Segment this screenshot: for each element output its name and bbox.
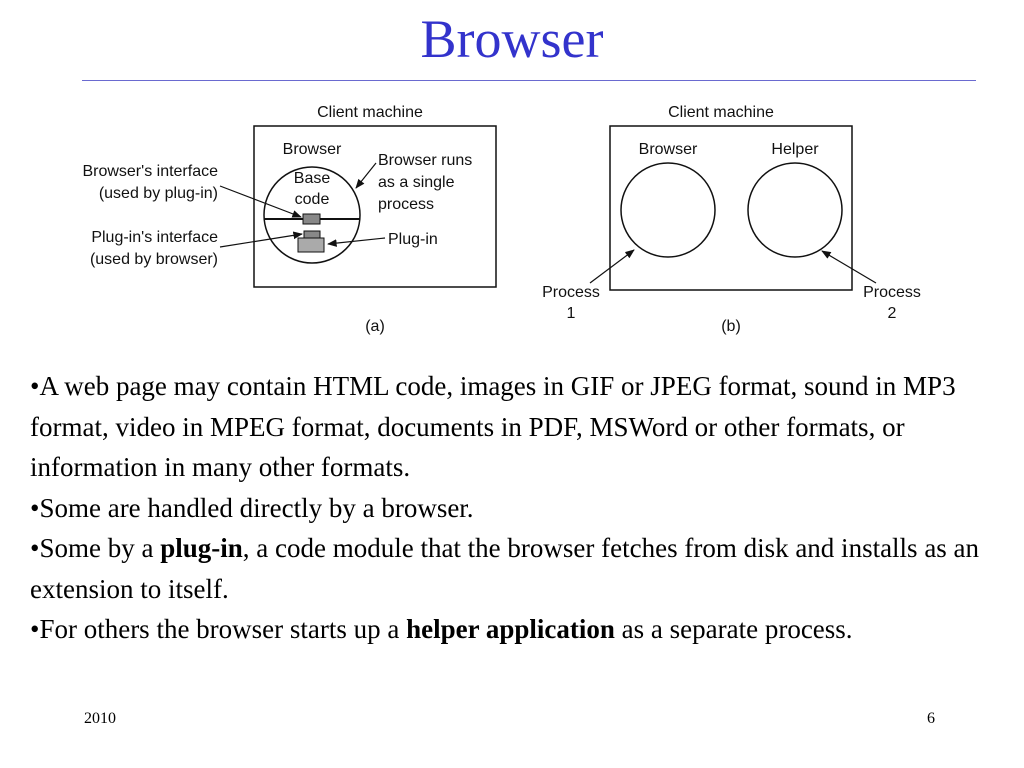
process2-label-line2: 2 <box>887 305 897 322</box>
bullet-3-text-a: •Some by a <box>30 533 161 563</box>
plugin-interface-arrow <box>220 234 302 247</box>
helper-process-circle-b <box>748 163 842 257</box>
plugin-label-a: Plug-in <box>388 231 438 248</box>
runs-arrow <box>356 163 376 188</box>
browser-interface-arrow <box>220 186 301 217</box>
plugin-block <box>298 238 324 252</box>
process1-label-line1: Process <box>542 284 600 301</box>
browser-interface-label-line1: Browser's interface <box>82 163 218 180</box>
panel-b <box>542 104 921 335</box>
plugin-interface-label-line1: Plug-in's interface <box>91 229 218 246</box>
browser-plugin-helper-diagram <box>0 0 1024 345</box>
browser-process-circle-b <box>621 163 715 257</box>
runs-label-line2: as a single <box>378 174 455 191</box>
bullet-2: •Some are handled directly by a browser. <box>30 492 474 523</box>
bullet-list <box>30 366 1005 650</box>
process2-arrow <box>822 251 876 283</box>
process1-label-line2: 1 <box>566 305 576 322</box>
plugin-interface-block <box>304 231 320 238</box>
browser-interface-label-line2: (used by plug-in) <box>98 185 218 202</box>
helper-label-b: Helper <box>771 141 819 158</box>
plugin-interface-label-line2: (used by browser) <box>89 251 218 268</box>
bullet-3 <box>30 528 1005 609</box>
browser-label-a: Browser <box>282 141 342 158</box>
bullet-3-text-b: , a code module that the browser fetches from disk and installs as an extension to itself. <box>30 533 980 604</box>
panel-a-caption: (a) <box>365 318 385 335</box>
footer-year: 2010 <box>84 710 116 727</box>
browser-label-b: Browser <box>638 141 698 158</box>
bullet-3-term: plug-in <box>160 533 243 563</box>
runs-label-line1: Browser runs <box>378 152 473 169</box>
bullet-4-term: helper application <box>406 614 615 644</box>
panel-b-caption: (b) <box>721 318 741 335</box>
process2-label-line1: Process <box>863 284 921 301</box>
base-code-label-line1: Base <box>293 170 331 187</box>
bullet-4-text-b: as a separate process. <box>614 614 853 644</box>
slide-number: 6 <box>927 710 935 727</box>
bullet-1: •A web page may contain HTML code, images in GIF or JPEG format, sound in MP3 format, video in MPEG format, documents in PDF, MSWord or other formats, or information in many other formats. <box>30 371 956 482</box>
base-code-label-line2: code <box>294 191 330 208</box>
plugin-arrow <box>328 238 385 244</box>
bullet-4 <box>30 609 1005 650</box>
browser-interface-block <box>303 214 320 224</box>
panel-a-title: Client machine <box>317 104 423 121</box>
process1-arrow <box>590 250 634 283</box>
panel-a <box>82 104 496 335</box>
bullet-4-text-a: •For others the browser starts up a <box>30 614 407 644</box>
panel-b-title: Client machine <box>668 104 774 121</box>
runs-label-line3: process <box>378 196 435 213</box>
slide-title: Browser <box>420 9 604 69</box>
